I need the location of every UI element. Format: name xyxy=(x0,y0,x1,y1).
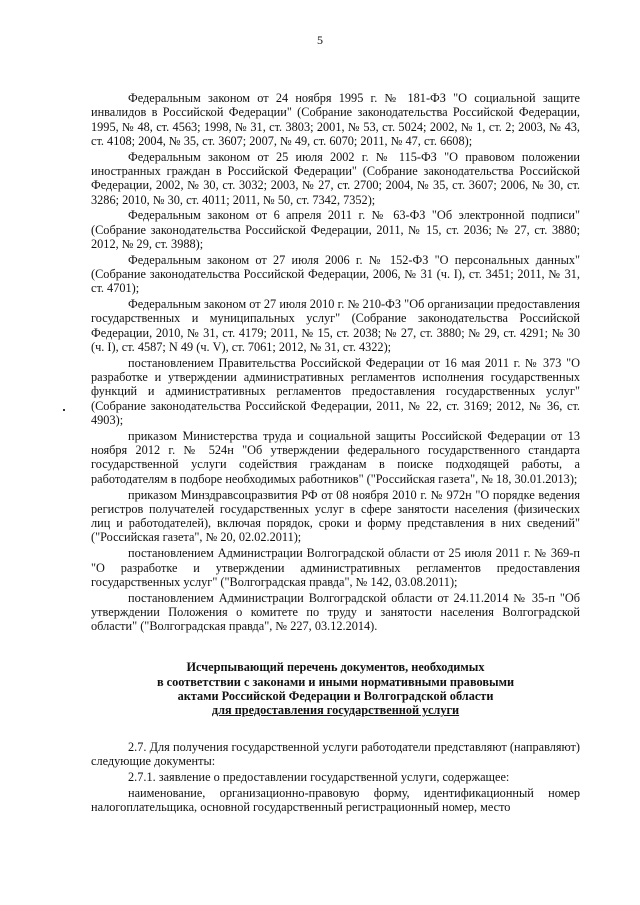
legal-reference-10: постановлением Администрации Волгоградской области от 24.11.2014 № 35-п "Об утверждении Положения о комитете по труду и занятости населения Волгоградской области" ("Волгоградская правда", № 227, 03.12.2014). xyxy=(91,590,580,634)
legal-reference-1: Федеральным законом от 24 ноября 1995 г. № 181-ФЗ "О социальной защите инвалидов в Российской Федерации" (Собрание законодательства Российской Федерации, 1995, № 48, ст. 4563; 1998, № 31, ст. 3803; 2001, № 53, ст. 5024; 2002, № 1, ст. 2; 2003, № 43, ст. 4108; 2004, № 35, ст. 3607; 2007, № 49, ст. 6070; 2011, № 47, ст. 6608); xyxy=(91,91,580,148)
section-paragraph-2: 2.7.1. заявление о предоставлении государственной услуги, содержащее: xyxy=(128,769,510,784)
page-number: 5 xyxy=(317,33,323,47)
legal-reference-4: Федеральным законом от 27 июля 2006 г. № 152-ФЗ "О персональных данных" (Собрание законодательства Российской Федерации, 2006, № 31 (ч. I), ст. 3451; 2011, № 31, ст. 4701); xyxy=(91,252,580,296)
legal-reference-9: постановлением Администрации Волгоградской области от 25 июля 2011 г. № 369-п "О разработке и утверждении административных регламентов предоставления государственных услуг" ("Волгоградская правда", № 142, 03.08.2011); xyxy=(91,546,580,589)
legal-reference-5: Федеральным законом от 27 июля 2010 г. № 210-ФЗ "Об организации предоставления государственных и муниципальных услуг" (Собрание законодательства Российской Федерации, 2010, № 31, ст. 4179; 2011, № 15, ст. 2038; № 27, ст. 3880; № 29, ст. 4291; № 30 (ч. I), ст. 4587; N 49 (ч. V), ст. 7061; 2012, № 31, ст. 4322); xyxy=(91,297,580,355)
margin-dot xyxy=(63,409,65,411)
legal-reference-7: приказом Министерства труда и социальной защиты Российской Федерации от 13 ноября 2012 г. № 524н "Об утверждении федерального государственного стандарта государственной услуги содействия гражданам в поиске подходящей работы, а работодателям в подборе необходимых работников" ("Российская газета", № 18, 30.01.2013); xyxy=(91,428,580,486)
legal-reference-2: Федеральным законом от 25 июля 2002 г. № 115-ФЗ "О правовом положении иностранных граждан в Российской Федерации" (Собрание законодательства Российской Федерации, 2002, № 30, ст. 3032; 2003, № 27, ст. 2700; 2004, № 35, ст. 3607; 2006, № 30, ст. 3286; 2010, № 30, ст. 4011; 2011, № 50, ст. 7342, 7352); xyxy=(91,149,580,207)
section-paragraph-1: 2.7. Для получения государственной услуги работодатели представляют (направляют) следующие документы: xyxy=(91,739,580,768)
heading-line-3: актами Российской Федерации и Волгоградской области xyxy=(177,689,494,704)
heading-line-2: в соответствии с законами и иными нормативными правовыми xyxy=(156,674,515,689)
section-heading xyxy=(91,660,580,717)
heading-line-4: для предоставления государственной услуги xyxy=(211,703,460,718)
legal-reference-6: постановлением Правительства Российской Федерации от 16 мая 2011 г. № 373 "О разработке и утверждении административных регламентов исполнения государственных функций и административных регламентов предоставления государственных услуг" (Собрание законодательства Российской Федерации, 2011, № 22, ст. 3169; 2012, № 36, ст. 4903); xyxy=(91,355,580,428)
section-paragraph-3: наименование, организационно-правовую форму, идентификационный номер налогоплательщика, основной государственный регистрационный номер, место xyxy=(91,785,580,814)
legal-reference-3: Федеральным законом от 6 апреля 2011 г. № 63-ФЗ "Об электронной подписи" (Собрание законодательства Российской Федерации, 2011, № 15, ст. 2036; № 27, ст. 3880; 2012, № 29, ст. 3988); xyxy=(91,208,580,251)
document-body xyxy=(91,91,580,816)
legal-reference-8: приказом Минздравсоцразвития РФ от 08 ноября 2010 г. № 972н "О порядке ведения регистров получателей государственных услуг в сфере занятости населения (физических лиц и работодателей), включая порядок, сроки и форму представления в них сведений" ("Российская газета", № 20, 02.02.2011); xyxy=(91,487,580,545)
heading-line-1: Исчерпывающий перечень документов, необходимых xyxy=(186,660,485,675)
